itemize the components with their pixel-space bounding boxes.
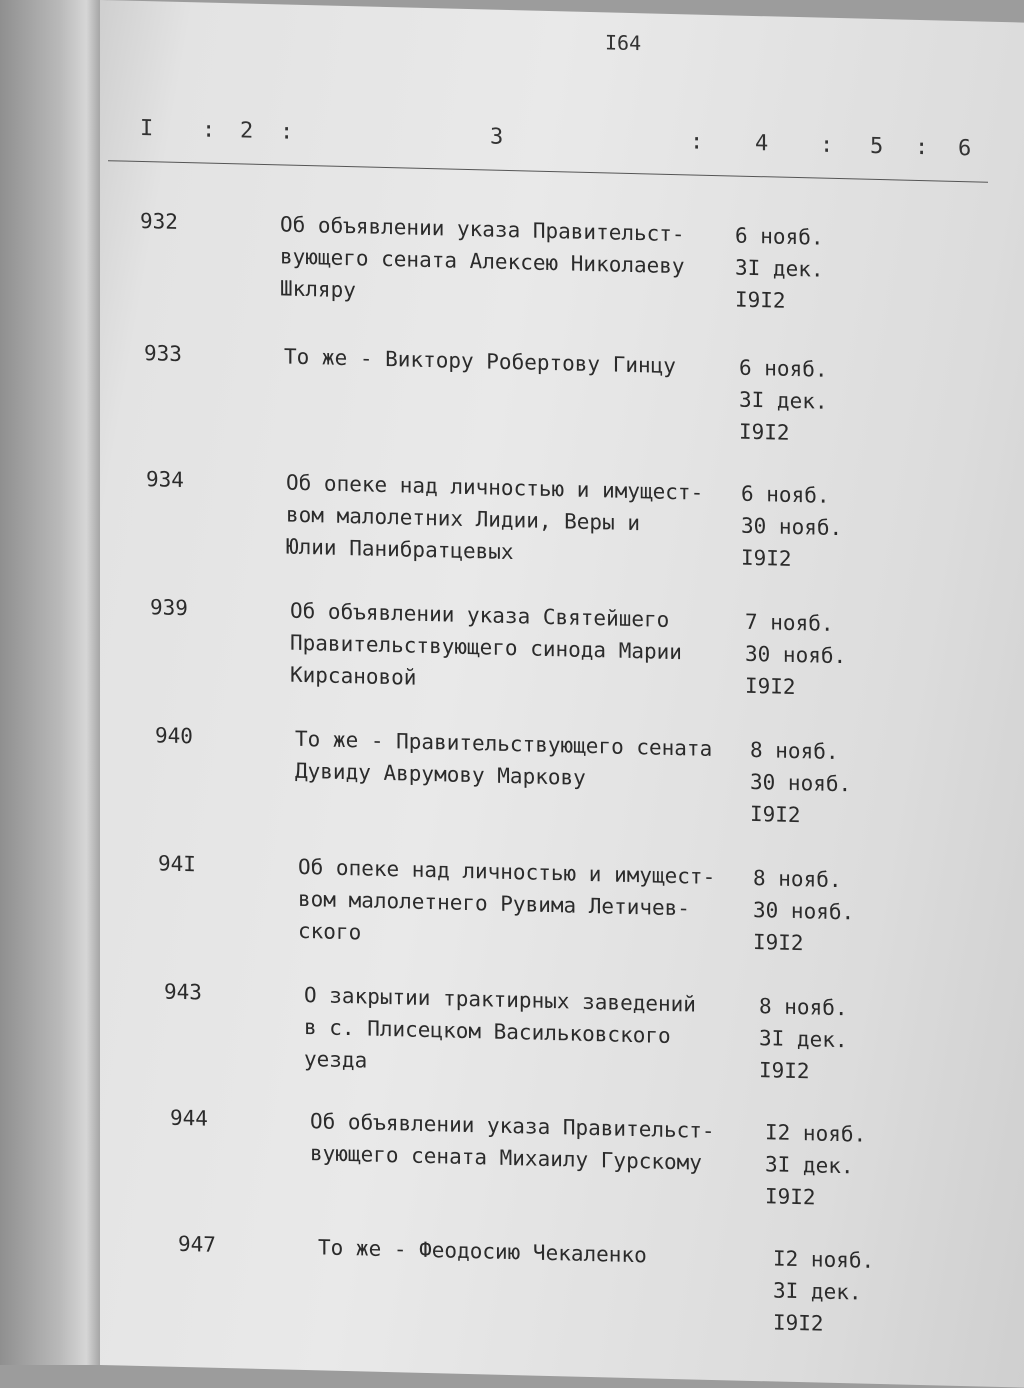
entry-title: То же - Виктору Робертову Гинцу [284, 344, 676, 379]
date-year: I9I2 [759, 1058, 810, 1084]
column-header-1: I [140, 115, 154, 142]
date-start: 6 нояб. [741, 481, 830, 508]
entry-number: 934 [146, 467, 184, 493]
entry-number: 94I [158, 851, 196, 877]
entry-title: Об опеке над личностью и имущест- вом малолетних Лидии, Веры и Юлии Панибратцевых [286, 470, 704, 565]
column-separator: : [690, 129, 704, 155]
date-end: 30 нояб. [750, 769, 852, 797]
date-start: 6 нояб. [739, 355, 828, 382]
date-end: 3I дек. [773, 1278, 862, 1305]
entry-title: Об опеке над личностью и имущест- вом малолетнего Рувима Летичев- ского [298, 854, 716, 945]
date-end: 30 нояб. [741, 513, 843, 541]
date-year: I9I2 [753, 929, 804, 956]
page-number: I64 [605, 30, 642, 56]
column-separator: : [820, 132, 834, 158]
entry-dates [739, 352, 869, 451]
column-separator: : [202, 117, 216, 143]
entry-number: 940 [155, 723, 193, 749]
date-end: 30 нояб. [753, 897, 855, 925]
date-start: 8 нояб. [753, 865, 842, 893]
date-year: I9I2 [735, 287, 786, 313]
date-start: I2 нояб. [765, 1120, 867, 1147]
entry-title: Об объявлении указа Правительст- вующего сената Михаилу Гурскому [310, 1109, 715, 1175]
entry-title: То же - Феодосию Чекаленко [318, 1235, 647, 1268]
entry-dates [773, 1242, 903, 1341]
date-start: 8 нояб. [759, 994, 848, 1021]
date-end: 30 нояб. [745, 641, 847, 669]
column-separator: : [280, 119, 294, 145]
entry-dates [741, 478, 871, 577]
date-year: I9I2 [745, 673, 796, 699]
date-year: I9I2 [773, 1310, 824, 1336]
date-end: 3I дек. [739, 387, 828, 414]
date-start: 6 нояб. [735, 223, 824, 250]
date-start: 7 нояб. [745, 609, 834, 636]
entry-number: 944 [170, 1105, 208, 1131]
entry-number: 939 [150, 595, 188, 621]
column-header-3: 3 [490, 124, 504, 150]
date-end: 3I дек. [759, 1026, 848, 1053]
entry-title: То же - Правительствующего сената Дувиду Аврумову Маркову [295, 726, 713, 790]
column-header-6: 6 [958, 135, 972, 162]
date-year: I9I2 [741, 545, 792, 571]
column-separator: : [915, 134, 929, 161]
column-header-4: 4 [755, 131, 769, 157]
date-year: I9I2 [739, 419, 790, 445]
entry-dates [745, 606, 875, 705]
date-year: I9I2 [750, 801, 801, 828]
entry-number: 933 [144, 341, 182, 367]
entry-dates [759, 990, 889, 1089]
entry-dates [735, 220, 865, 319]
entry-title: Об объявлении указа Правительст- вующего сената Алексею Николаеву Шкляру [280, 212, 685, 303]
entry-dates [765, 1116, 895, 1215]
entry-number: 947 [178, 1231, 216, 1257]
entry-title: О закрытии трактирных заведений в с. Плисецком Васильковского уезда [304, 982, 696, 1073]
date-end: 3I дек. [735, 255, 824, 282]
entry-dates [750, 734, 880, 833]
entry-dates [753, 862, 883, 961]
column-header-2: 2 [240, 118, 254, 144]
date-year: I9I2 [765, 1184, 816, 1210]
date-start: 8 нояб. [750, 737, 839, 765]
facing-page-edge [0, 0, 108, 1365]
date-start: I2 нояб. [773, 1246, 875, 1273]
entry-title: Об объявлении указа Святейшего Правительствующего синода Марии Кирсановой [290, 598, 682, 690]
entry-number: 943 [164, 979, 202, 1005]
document-page [100, 0, 1024, 1388]
column-header-5: 5 [870, 133, 884, 160]
entry-number: 932 [140, 208, 178, 234]
date-end: 3I дек. [765, 1152, 854, 1179]
